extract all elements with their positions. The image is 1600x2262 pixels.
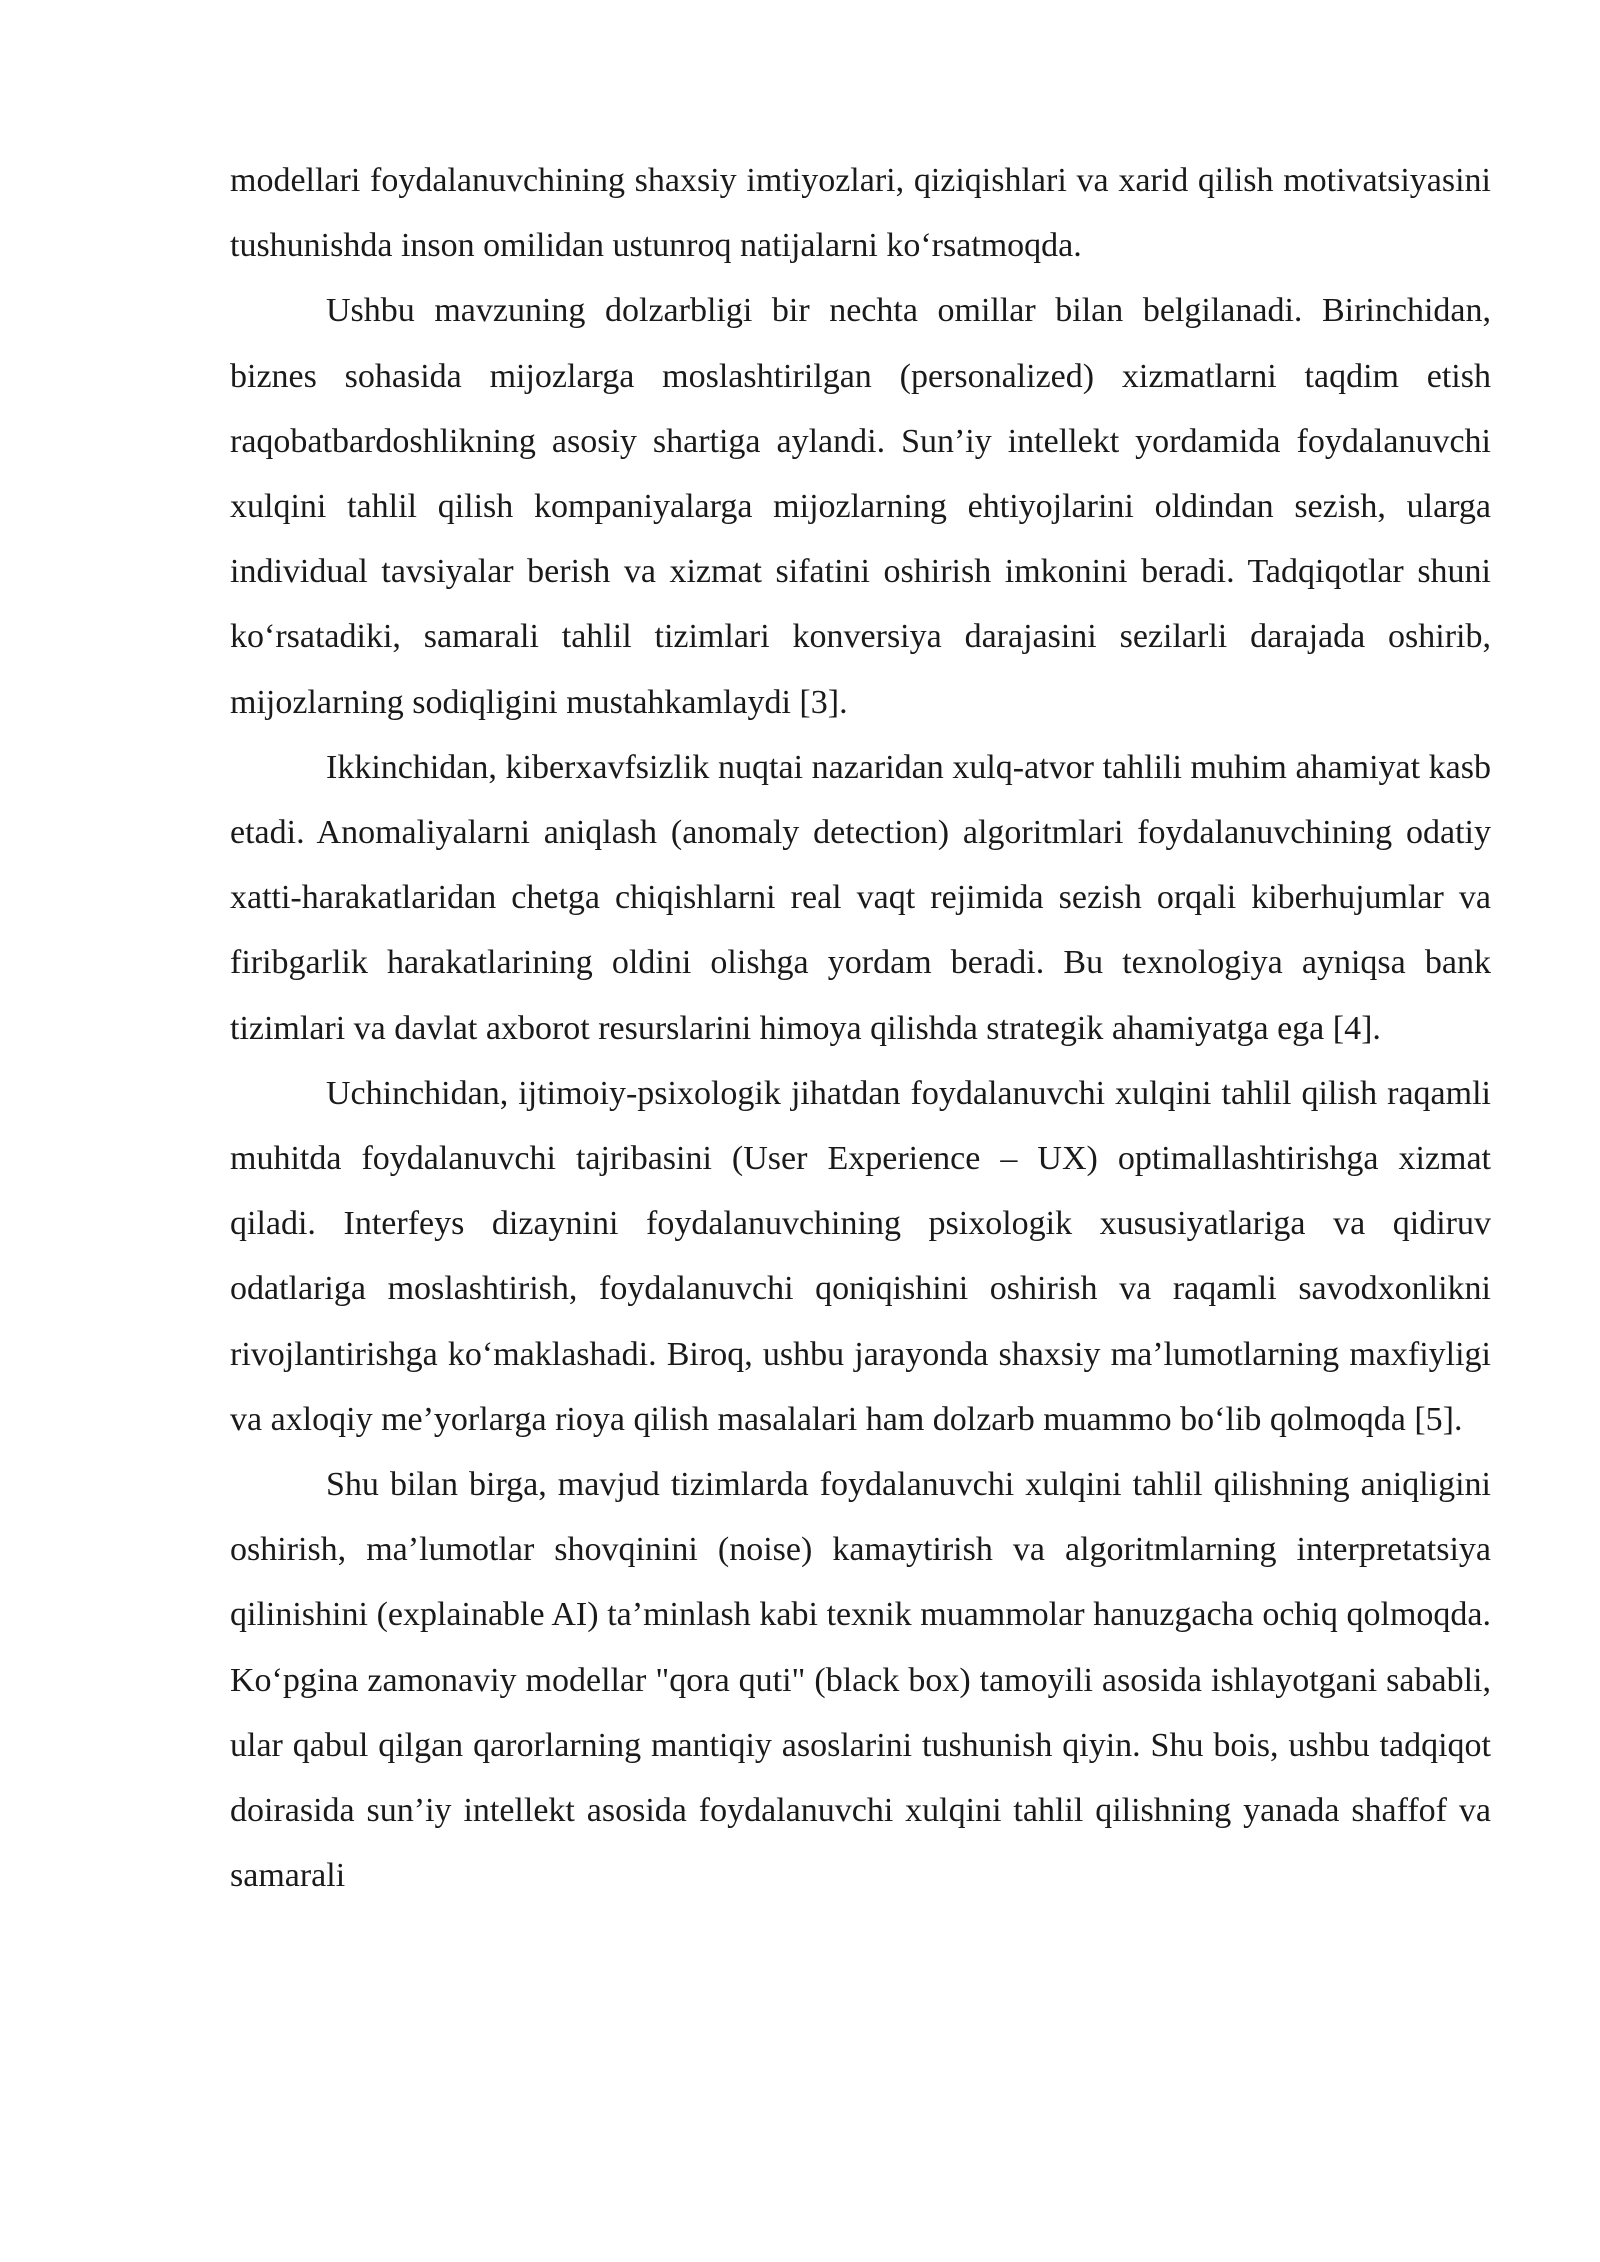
paragraph-1-continued: modellari foydalanuvchining shaxsiy imtiyozlari, qiziqishlari va xarid qilish motivatsiyasini tushunishda inson omilidan ustunroq natijalarni ko‘rsatmoqda. (230, 162, 1491, 265)
paragraph-socio-psychological: Uchinchidan, ijtimoiy-psixologik jihatdan foydalanuvchi xulqini tahlil qilish raqamli muhitda foydalanuvchi tajribasini (User Experience – UX) optimallashtirishga xizmat qiladi. Interfeys dizaynini foydalanuvchining psixologik xususiyatlariga va qidiruv odatlariga moslashtirish, foydalanuvchi qoniqishini oshirish va raqamli savodxonlikni rivojlantirishga ko‘maklashadi. Biroq, ushbu jarayonda shaxsiy ma’lumotlarning maxfiyligi va axloqiy me’yorlarga rioya qilish masalalari ham dolzarb muammo bo‘lib qolmoqda [5]. (230, 1074, 1491, 1438)
paragraph-technical-problems: Shu bilan birga, mavjud tizimlarda foydalanuvchi xulqini tahlil qilishning aniqligini oshirish, ma’lumotlar shovqinini (noise) kamaytirish va algoritmlarning interpretatsiya qilinishini (explainable AI) ta’minlash kabi texnik muammolar hanuzgacha ochiq qolmoqda. Ko‘pgina zamonaviy modellar "qora quti" (black box) tamoyili asosida ishlayotgani sababli, ular qabul qilgan qarorlarning mantiqiy asoslarini tushunish qiyin. Shu bois, ushbu tadqiqot doirasida sun’iy intellekt asosida foydalanuvchi xulqini tahlil qilishning yanada shaffof va samarali (230, 1466, 1491, 1895)
document-page (230, 148, 1491, 1908)
paragraph-relevance: Ushbu mavzuning dolzarbligi bir nechta omillar bilan belgilanadi. Birinchidan, biznes sohasida mijozlarga moslashtirilgan (personalized) xizmatlarni taqdim etish raqobatbardoshlikning asosiy shartiga aylandi. Sun’iy intellekt yordamida foydalanuvchi xulqini tahlil qilish kompaniyalarga mijozlarning ehtiyojlarini oldindan sezish, ularga individual tavsiyalar berish va xizmat sifatini oshirish imkonini beradi. Tadqiqotlar shuni ko‘rsatadiki, samarali tahlil tizimlari konversiya darajasini sezilarli darajada oshirib, mijozlarning sodiqligini mustahkamlaydi [3]. (230, 292, 1491, 721)
paragraph-cybersecurity: Ikkinchidan, kiberxavfsizlik nuqtai nazaridan xulq-atvor tahlili muhim ahamiyat kasb etadi. Anomaliyalarni aniqlash (anomaly detection) algoritmlari foydalanuvchining odatiy xatti-harakatlaridan chetga chiqishlarni real vaqt rejimida sezish orqali kiberhujumlar va firibgarlik harakatlarining oldini olishga yordam beradi. Bu texnologiya ayniqsa bank tizimlari va davlat axborot resurslarini himoya qilishda strategik ahamiyatga ega [4]. (230, 748, 1491, 1047)
